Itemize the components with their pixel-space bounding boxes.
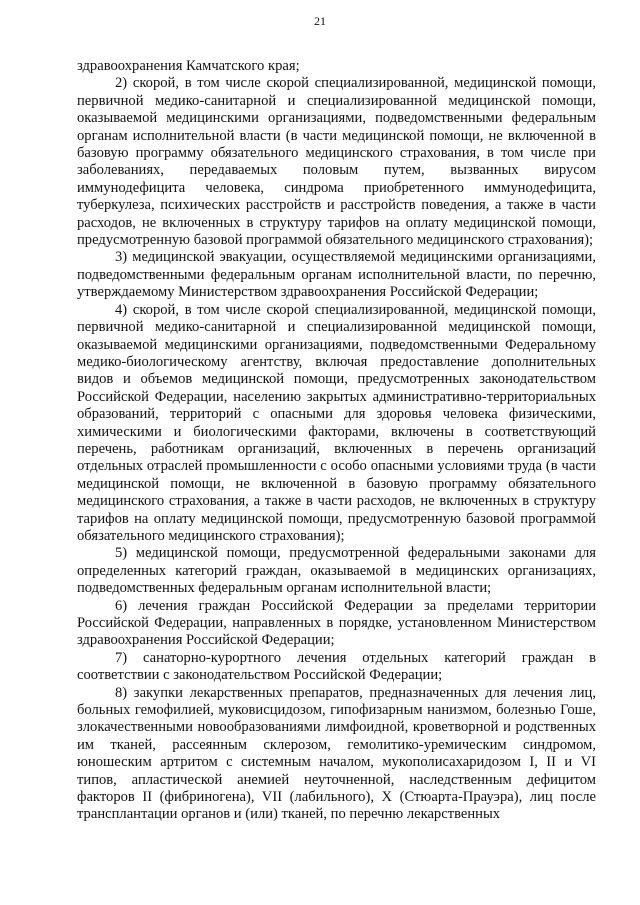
paragraph-item-7: 7) санаторно-курортного лечения отдельных категорий граждан в соответствии с законодательством Российской Федерации; — [77, 649, 596, 684]
paragraph-item-2: 2) скорой, в том числе скорой специализированной, медицинской помощи, первичной медико-санитарной и специализированной медицинской помощи, оказываемой медицинскими организациями, подведомственными федеральным органам исполнительной власти (в части медицинской помощи, не включенной в базовую программу обязательного медицинского страхования, в том числе при заболеваниях, передаваемых половым путем, вызванных вирусом иммунодефицита человека, синдрома приобретенного иммунодефицита, туберкулеза, психических расстройств и расстройств поведения, а также в части расходов, не включенных в структуру тарифов на оплату медицинской помощи, предусмотренную базовой программой обязательного медицинского страхования); — [77, 75, 596, 249]
paragraph-continuation: здравоохранения Камчатского края; — [77, 58, 300, 74]
paragraph-item-5: 5) медицинской помощи, предусмотренной федеральными законами для определенных категорий граждан, оказываемой в медицинских организациях, подведомственных федеральным органам исполнительной власти; — [77, 545, 596, 597]
paragraph-item-6: 6) лечения граждан Российской Федерации за пределами территории Российской Федерации, направленных в порядке, установленном Министерством здравоохранения Российской Федерации; — [77, 597, 596, 649]
page-number: 21 — [314, 14, 326, 28]
paragraph-item-8: 8) закупки лекарственных препаратов, предназначенных для лечения лиц, больных гемофилией, муковисцидозом, гипофизарным нанизмом, болезнью Гоше, злокачественными новообразованиями лимфоидной, кроветворной и родственных им тканей, рассеянным склерозом, гемолитико-уремическим синдромом, юношеским артритом с системным началом, мукополисахаридозом I, II и VI типов, апластической анемией неуточненной, наследственным дефицитом факторов II (фибриногена), VII (лабильного), X (Стюарта-Прауэра), лиц после трансплантации органов и (или) тканей, по перечню лекарственных — [77, 684, 596, 823]
document-body — [77, 58, 596, 824]
paragraph-item-4: 4) скорой, в том числе скорой специализированной, медицинской помощи, первичной медико-санитарной и специализированной медицинской помощи, оказываемой медицинскими организациями, подведомственными Федеральному медико-биологическому агентству, включая предоставление дополнительных видов и объемов медицинской помощи, предусмотренных законодательством Российской Федерации, населению закрытых административно-территориальных образований, территорий с опасными для здоровья человека физическими, химическими и биологическими факторами, включены в соответствующий перечень, работникам организаций, включенных в перечень организаций отдельных отраслей промышленности с особо опасными условиями труда (в части медицинской помощи, не включенной в базовую программу обязательного медицинского страхования, а также в части расходов, не включенных в структуру тарифов на оплату медицинской помощи, предусмотренную базовой программой обязательного медицинского страхования); — [77, 301, 596, 544]
paragraph-item-3: 3) медицинской эвакуации, осуществляемой медицинскими организациями, подведомственными федеральным органам исполнительной власти, по перечню, утверждаемому Министерством здравоохранения Российской Федерации; — [77, 249, 596, 301]
